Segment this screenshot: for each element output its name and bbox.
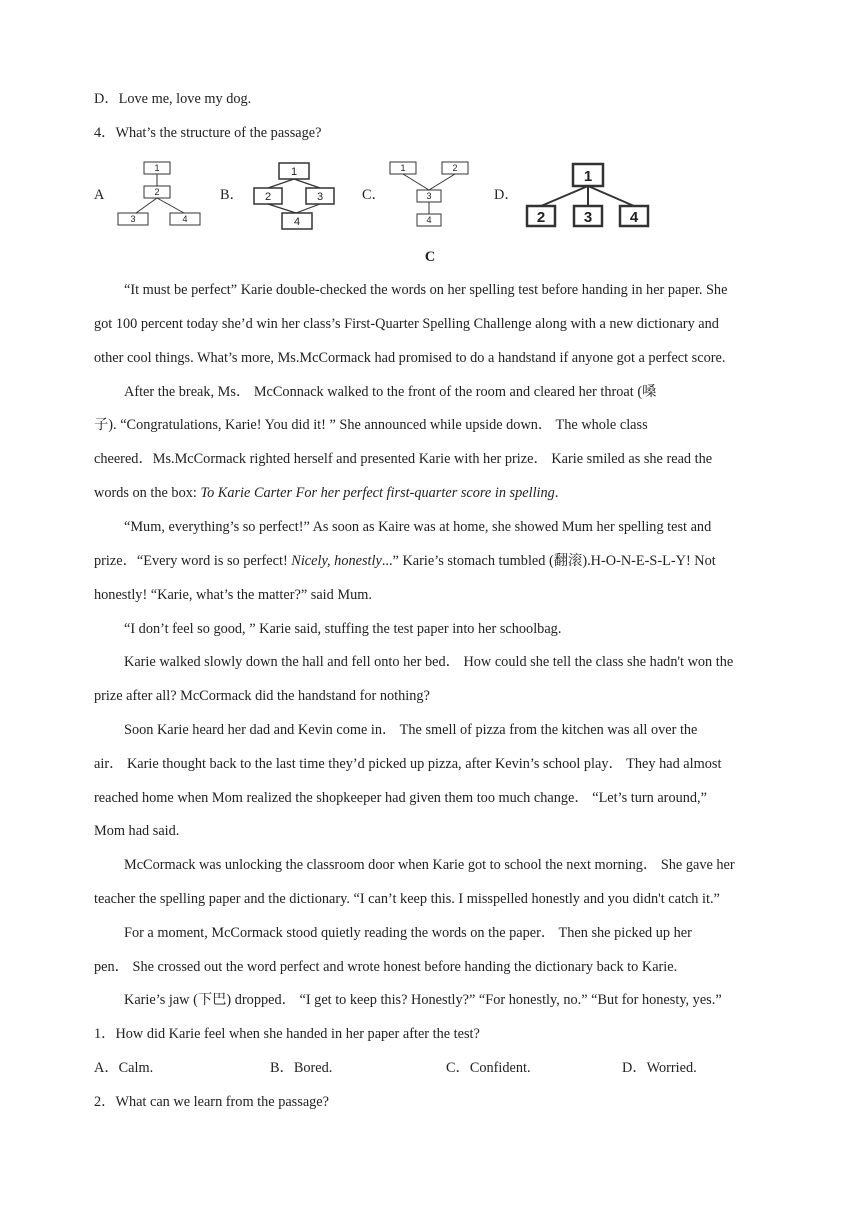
passage-italic: Nicely, honestly bbox=[291, 553, 382, 569]
passage-line: other cool things. What’s more, Ms.McCormack had promised to do a handstand if anyone got a perfect score. bbox=[94, 350, 726, 366]
q1-option-d[interactable]: D．Worried. bbox=[622, 1060, 697, 1076]
q1-option-b[interactable]: B．Bored. bbox=[270, 1060, 333, 1076]
passage-line: “It must be perfect” Karie double-checked the words on her spelling test before handing in her paper. She bbox=[124, 282, 728, 298]
diagram-b-node-1: 1 bbox=[290, 166, 298, 178]
diagram-c-node-1: 1 bbox=[400, 163, 406, 173]
diagram-c-node-3: 3 bbox=[426, 191, 432, 201]
passage-line: pen． She crossed out the word perfect and wrote honest before handing the dictionary back to Karie. bbox=[94, 959, 678, 975]
passage-line: Karie’s jaw (下巴) dropped． “I get to keep this? Honestly?” “For honestly, no.” “But for honesty, yes.” bbox=[124, 992, 722, 1008]
passage-line: “I don’t feel so good, ” Karie said, stuffing the test paper into her schoolbag. bbox=[124, 621, 562, 637]
passage-line: got 100 percent today she’d win her class’s First-Quarter Spelling Challenge along with a new dictionary and bbox=[94, 316, 719, 332]
question-1: 1．How did Karie feel when she handed in her paper after the test? bbox=[94, 1026, 480, 1042]
passage-line: Karie walked slowly down the hall and fell onto her bed． How could she tell the class she hadn't won the bbox=[124, 654, 734, 670]
diagram-a-node-2: 2 bbox=[154, 187, 160, 197]
diagram-a-node-3: 3 bbox=[130, 214, 136, 224]
diagram-c-node-2: 2 bbox=[452, 163, 458, 173]
diagram-d-node-4: 4 bbox=[629, 209, 639, 226]
diagram-label-c: C． bbox=[362, 187, 386, 203]
diagram-d-node-2: 2 bbox=[536, 209, 546, 226]
diagram-a-node-4: 4 bbox=[182, 214, 188, 224]
diagram-d-node-1: 1 bbox=[583, 168, 593, 185]
q1-option-c[interactable]: C．Confident. bbox=[446, 1060, 531, 1076]
passage-line: “Mum, everything’s so perfect!” As soon as Kaire was at home, she showed Mum her spelling test and bbox=[124, 519, 712, 535]
passage-line: Soon Karie heard her dad and Kevin come in． The smell of pizza from the kitchen was all over the bbox=[124, 722, 698, 738]
diagram-c-node-4: 4 bbox=[426, 215, 432, 225]
passage-text: prize．“Every word is so perfect! bbox=[94, 553, 292, 569]
passage-text: ...” Karie’s stomach tumbled (翻滚).H-O-N-E-S-L-Y! Not bbox=[381, 553, 716, 569]
section-title: C bbox=[424, 249, 436, 265]
question-2: 2．What can we learn from the passage? bbox=[94, 1094, 329, 1110]
option-d-text: D．Love me, love my dog. bbox=[94, 91, 252, 107]
passage-line bbox=[94, 483, 770, 503]
passage-text: words on the box: bbox=[94, 485, 201, 501]
structure-diagram-a bbox=[112, 160, 204, 230]
diagram-b-node-2: 2 bbox=[264, 191, 272, 203]
structure-diagram-c bbox=[384, 158, 474, 228]
passage-line: teacher the spelling paper and the dictionary. “I can’t keep this. I misspelled honestly and you didn't catch it.” bbox=[94, 891, 720, 907]
structure-diagram-b bbox=[246, 160, 340, 232]
box-inscription: To Karie Carter For her perfect first-quarter score in spelling bbox=[200, 485, 555, 501]
diagram-label-d: D． bbox=[494, 187, 519, 203]
diagram-d-node-3: 3 bbox=[583, 209, 593, 226]
diagram-a-node-1: 1 bbox=[154, 163, 160, 173]
passage-line bbox=[94, 551, 770, 571]
passage-line: For a moment, McCormack stood quietly reading the words on the paper． Then she picked up her bbox=[124, 925, 692, 941]
passage-line: air． Karie thought back to the last time they’d picked up pizza, after Kevin’s school play． They had almost bbox=[94, 756, 722, 772]
q1-option-a[interactable]: A．Calm. bbox=[94, 1060, 154, 1076]
diagram-b-node-3: 3 bbox=[316, 191, 324, 203]
passage-line: After the break, Ms． McConnack walked to the front of the room and cleared her throat (嗓 bbox=[124, 384, 657, 400]
passage-line: cheered．Ms.McCormack righted herself and presented Karie with her prize． Karie smiled as she read the bbox=[94, 451, 713, 467]
passage-text: . bbox=[554, 485, 559, 501]
passage-line: McCormack was unlocking the classroom door when Karie got to school the next morning． She gave her bbox=[124, 857, 735, 873]
diagram-label-b: B． bbox=[220, 187, 244, 203]
passage-line: honestly! “Karie, what’s the matter?” said Mum. bbox=[94, 587, 372, 603]
structure-diagram-d bbox=[520, 160, 656, 232]
diagram-label-a: A bbox=[94, 187, 105, 203]
diagram-b-node-4: 4 bbox=[293, 216, 301, 228]
passage-line: 子). “Congratulations, Karie! You did it! ” She announced while upside down． The whole class bbox=[94, 417, 648, 433]
passage-line: prize after all? McCormack did the handstand for nothing? bbox=[94, 688, 430, 704]
question-4: 4．What’s the structure of the passage? bbox=[94, 125, 322, 141]
passage-line: reached home when Mom realized the shopkeeper had given them too much change． “Let’s turn around,” bbox=[94, 790, 707, 806]
passage-line: Mom had said. bbox=[94, 823, 180, 839]
